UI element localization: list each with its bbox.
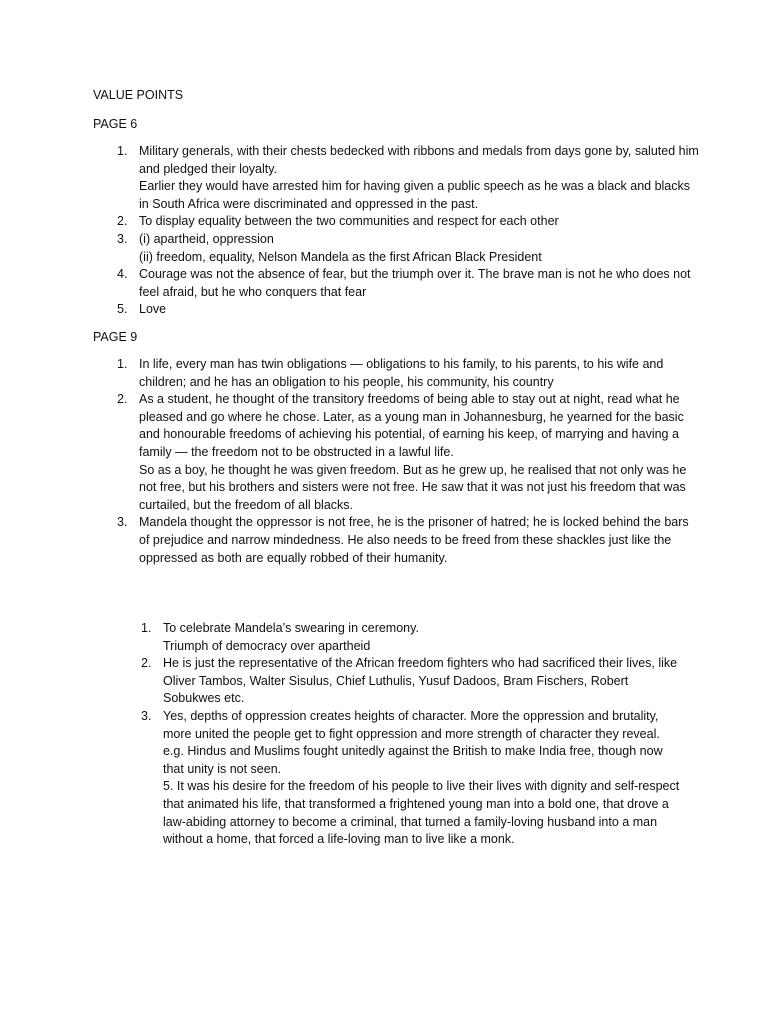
item-text: Earlier they would have arrested him for having given a public speech as he was a black and blacks in South Africa were discriminated and oppressed in the past.: [139, 179, 691, 211]
list-item: [117, 514, 699, 567]
item-text: Yes, depths of oppression creates heights of character. More the oppression and brutality, more united the people get to fight oppression and more strength of character they reveal.: [163, 708, 660, 741]
item-number: 1.: [117, 357, 128, 371]
answer-list-extra: [141, 620, 683, 849]
item-text: He is just the representative of the African freedom fighters who had sacrificed their lives, like Oliver Tambos, Walter Sisulus, Chief Luthulis, Yusuf Dadoos, Bram Fischers, Robert Sobukwes etc.: [163, 656, 678, 706]
item-number: 1.: [141, 621, 152, 635]
item-number: 2.: [117, 392, 128, 407]
item-text: Courage was not the absence of fear, but the triumph over it. The brave man is not he who does not feel afraid, but he who conquers that fear: [139, 267, 691, 299]
item-number: 2.: [141, 656, 152, 671]
item-text: Love: [139, 302, 167, 317]
item-text: As a student, he thought of the transitory freedoms of being able to stay out at night, read what he pleased and go where he chose. Later, as a young man in Johannesburg, he yearned for the basic and honourable freedoms of achieving his potential, of earning his keep, of marrying and having a family — the freedom not to be obstructed in a lawful life.: [139, 392, 684, 459]
list-item: [141, 655, 683, 708]
list-item: [117, 231, 699, 266]
list-item: [117, 213, 699, 231]
item-text: Military generals, with their chests bedecked with ribbons and medals from days gone by, saluted him and pledged their loyalty.: [139, 144, 699, 176]
item-text: 5. It was his desire for the freedom of his people to live their lives with dignity and self-respect that animated his life, that transformed a frightened young man into a bold one, that drove a law-abiding attorney to become a criminal, that turned a family-loving husband into a man without a home, that forced a life-loving man to live like a monk.: [163, 779, 680, 847]
item-text: Mandela thought the oppressor is not free, he is the prisoner of hatred; he is locked behind the bars of prejudice and narrow mindedness. He also needs to be freed from these shackles just like the oppressed as both are equally robbed of their humanity.: [139, 515, 689, 565]
item-text: In life, every man has twin obligations — obligations to his family, to his parents, to his wife and children; and he has an obligation to his people, his community, his country: [139, 357, 664, 389]
item-text: e.g. Hindus and Muslims fought unitedly against the British to make India free, though now that unity is not seen.: [163, 744, 663, 776]
answer-list-page9: [117, 356, 699, 567]
item-number: 5.: [117, 302, 128, 317]
list-item: [117, 143, 699, 213]
item-text: To display equality between the two communities and respect for each other: [139, 214, 559, 229]
item-text: (i) apartheid, oppression: [139, 231, 274, 246]
item-text: So as a boy, he thought he was given freedom. But as he grew up, he realised that not only was he not free, but his brothers and sisters were not free. He saw that it was not just his freedom that was curtailed, but the freedom of all blacks.: [139, 462, 687, 512]
item-number: 1.: [117, 144, 128, 158]
answer-list-page6: [117, 143, 699, 319]
item-text: (ii) freedom, equality, Nelson Mandela as the first African Black President: [139, 249, 542, 264]
list-item: [117, 301, 699, 319]
item-number: 2.: [117, 214, 128, 229]
item-text: To celebrate Mandela’s swearing in ceremony.: [163, 621, 419, 635]
section-heading-page6: PAGE 6: [93, 117, 138, 131]
section-heading-page9: PAGE 9: [93, 330, 138, 344]
list-item: [117, 356, 699, 391]
item-number: 3.: [117, 515, 128, 530]
item-number: 3.: [141, 708, 152, 723]
list-item: [117, 266, 699, 301]
list-item: [117, 391, 699, 514]
document-title: VALUE POINTS: [93, 88, 184, 102]
item-text: Triumph of democracy over apartheid: [163, 638, 371, 653]
item-number: 3.: [117, 231, 128, 246]
item-number: 4.: [117, 267, 128, 282]
list-item: [141, 620, 683, 655]
list-item: [141, 708, 683, 849]
